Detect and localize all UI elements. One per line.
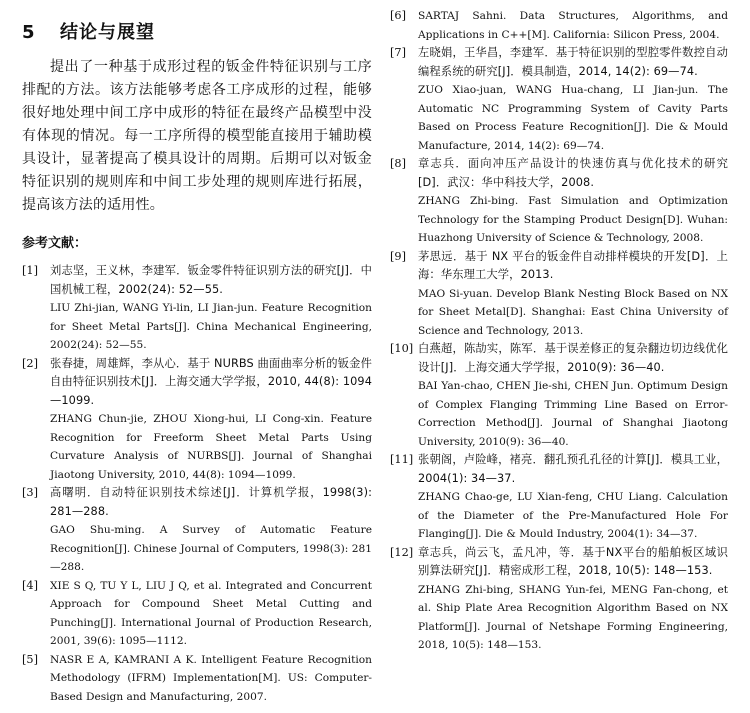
reference-number: [8] <box>390 157 407 170</box>
reference-item <box>390 7 728 44</box>
reference-body <box>418 451 728 544</box>
reference-english-text: NASR E A, KAMRANI A K. Intelligent Feature Recognition Methodology (IFRM) Implementation[M]. US: Computer-Based Design and Manufacturing, 2007. <box>50 653 372 703</box>
reference-chinese-text: 张朝阁，卢险峰，褚亮．翻孔预孔孔径的计算[J]．模具工业，2004(1): 34—37. <box>418 453 728 485</box>
reference-body <box>50 355 372 485</box>
reference-item <box>22 262 372 355</box>
reference-list-left <box>22 262 372 706</box>
reference-body <box>418 44 728 155</box>
section-heading <box>22 18 155 44</box>
reference-item <box>22 651 372 707</box>
reference-item <box>390 155 728 248</box>
reference-item <box>22 577 372 651</box>
reference-item <box>22 355 372 485</box>
reference-english-text: GAO Shu-ming. A Survey of Automatic Feature Recognition[J]. Chinese Journal of Computers, 1998(3): 281—288. <box>50 524 372 573</box>
reference-english-text: ZHANG Chao-ge, LU Xian-feng, CHU Liang. Calculation of the Diameter of the Pre-Manufactured Hole For Flanging[J]. Die & Mould Industry, 2004(1): 34—37. <box>418 491 728 540</box>
reference-body <box>418 340 728 451</box>
reference-item <box>390 248 728 341</box>
reference-chinese-text: 左晓娟，王华昌，李建军．基于特征识别的型腔零件数控自动编程系统的研究[J]．模具制造，2014, 14(2): 69—74. <box>418 46 728 78</box>
reference-chinese-text: 白燕超，陈劼实，陈军．基于误差修正的复杂翻边切边线优化设计[J]．上海交通大学学报，2010(9): 36—40. <box>418 342 728 374</box>
references-heading: 参考文献： <box>22 236 88 251</box>
reference-number: [2] <box>22 356 39 370</box>
reference-item <box>22 484 372 577</box>
reference-number: [4] <box>22 578 39 592</box>
reference-english-text: ZHANG Zhi-bing, SHANG Yun-fei, MENG Fan-chong, et al. Ship Plate Area Recognition Algorithm Based on NX Platform[J]. Journal of Netshape Forming Engineering, 2018, 10(5): 148—153. <box>418 583 728 651</box>
reference-english-text: ZHANG Zhi-bing. Fast Simulation and Optimization Technology for the Stamping Product Design[D]. Wuhan: Huazhong University of Science & Technology, 2008. <box>418 195 728 244</box>
reference-body <box>50 577 372 651</box>
conclusion-paragraph: 提出了一种基于成形过程的钣金件特征识别与工序排配的方法。该方法能够考虑各工序成形的过程，能够很好地处理中间工序中成形的特征在最终产品模型中没有体现的情况。每一工序所得的模型能直接用于辅助模具设计，显著提高了模具设计的周期。后期可以对钣金特征识别的规则库和中间工步处理的规则库进行拓展，提高该方法的适用性。 <box>22 59 372 213</box>
section-title: 结论与展望 <box>60 22 155 43</box>
reference-body <box>418 248 728 341</box>
reference-number: [10] <box>390 342 414 355</box>
reference-body <box>50 262 372 355</box>
reference-english-text: ZUO Xiao-juan, WANG Hua-chang, LI Jian-jun. The Automatic NC Programming System of Cavity Parts Based on Process Feature Recognition[J]. Die & Mould Manufacture, 2014, 14(2): 69—74. <box>418 84 728 152</box>
reference-english-text: ZHANG Chun-jie, ZHOU Xiong-hui, LI Cong-xin. Feature Recognition for Freeform Sheet Metal Parts Using Curvature Analysis of NURBS[J]. Journal of Shanghai Jiaotong University, 2010, 44(8): 1094—1099. <box>50 413 372 481</box>
reference-item <box>390 340 728 451</box>
reference-english-text: SARTAJ Sahni. Data Structures, Algorithms, and Applications in C++[M]. California: Silicon Press, 2004. <box>418 10 728 41</box>
reference-number: [6] <box>390 9 407 22</box>
reference-body <box>50 484 372 577</box>
reference-item <box>390 44 728 155</box>
reference-chinese-text: 章志兵．面向冲压产品设计的快速仿真与优化技术的研究[D]．武汉：华中科技大学，2008. <box>418 157 728 189</box>
section-number: 5 <box>22 22 36 43</box>
reference-number: [9] <box>390 249 407 263</box>
reference-number: [5] <box>22 652 39 666</box>
reference-english-text: XIE S Q, TU Y L, LIU J Q, et al. Integrated and Concurrent Approach for Compound Sheet Metal Cutting and Punching[J]. International Journal of Production Research, 2001, 39(6): 1095—1112. <box>50 579 372 647</box>
reference-number: [1] <box>22 264 39 277</box>
reference-chinese-text: 张春捷，周雄辉，李从心．基于 NURBS 曲面曲率分析的钣金件自由特征识别技术[J]．上海交通大学学报，2010, 44(8): 1094—1099. <box>50 356 372 407</box>
reference-chinese-text: 茅思远．基于 NX 平台的钣金件自动排样模块的开发[D]．上海：华东理工大学，2013. <box>418 249 728 281</box>
reference-chinese-text: 高曙明．自动特征识别技术综述[J]．计算机学报，1998(3): 281—288. <box>50 486 372 518</box>
reference-body <box>418 544 728 655</box>
reference-chinese-text: 刘志坚，王义林，李建军．钣金零件特征识别方法的研究[J]．中国机械工程，2002(24): 52—55. <box>50 264 372 296</box>
reference-body <box>418 7 728 44</box>
reference-number: [3] <box>22 486 39 499</box>
reference-english-text: LIU Zhi-jian, WANG Yi-lin, LI Jian-jun. Feature Recognition for Sheet Metal Parts[J]. China Mechanical Engineering, 2002(24): 52—55. <box>50 302 372 351</box>
reference-body <box>418 155 728 248</box>
reference-english-text: BAI Yan-chao, CHEN Jie-shi, CHEN Jun. Optimum Design of Complex Flanging Trimming Line Based on Error-Correction Method[J]. Journal of Shanghai Jiaotong University, 2010(9): 36—40. <box>418 380 728 448</box>
reference-list-right <box>390 7 728 655</box>
reference-chinese-text: 章志兵，尚云飞，孟凡冲，等．基于NX平台的船舶板区域识别算法研究[J]．精密成形工程，2018, 10(5): 148—153. <box>418 545 728 577</box>
reference-number: [11] <box>390 453 414 466</box>
reference-number: [7] <box>390 46 407 59</box>
reference-number: [12] <box>390 545 414 559</box>
reference-item <box>390 544 728 655</box>
reference-english-text: MAO Si-yuan. Develop Blank Nesting Block Based on NX for Sheet Metal[D]. Shanghai: East China University of Science and Technology, 2013. <box>418 287 728 337</box>
reference-item <box>390 451 728 544</box>
reference-body <box>50 651 372 707</box>
